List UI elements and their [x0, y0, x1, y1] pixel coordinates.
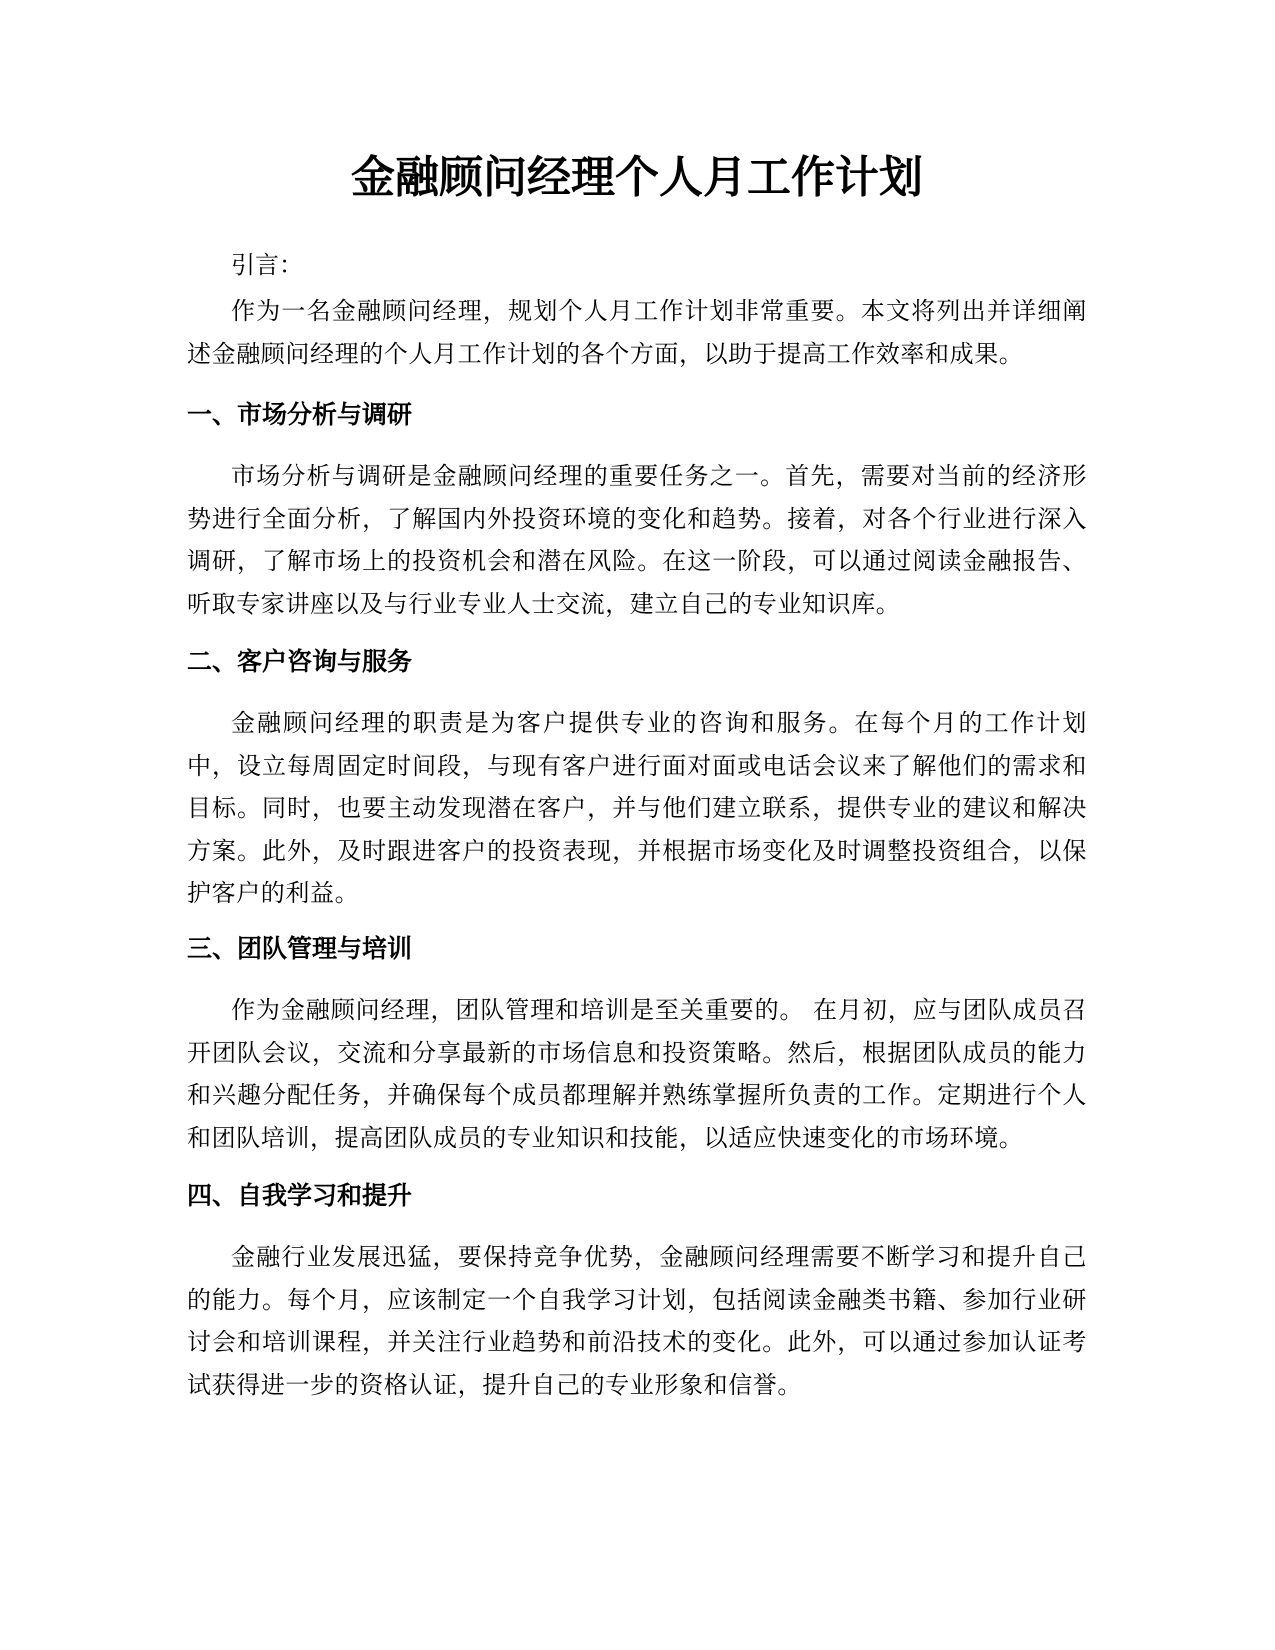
section-body-team-management: 作为金融顾问经理，团队管理和培训是至关重要的。 在月初，应与团队成员召开团队会议，交流和分享最新的市场信息和投资策略。然后，根据团队成员的能力和兴趣分配任务，并确保每个成员都理解并熟练掌握所负责的工作。定期进行个人和团队培训，提高团队成员的专业知识和技能，以适应快速变化的市场环境。: [187, 996, 1087, 1152]
section-heading-market-analysis: 一、市场分析与调研: [187, 400, 413, 429]
section-body-market-analysis: 市场分析与调研是金融顾问经理的重要任务之一。首先，需要对当前的经济形势进行全面分析，了解国内外投资环境的变化和趋势。接着，对各个行业进行深入调研，了解市场上的投资机会和潜在风险。在这一阶段，可以通过阅读金融报告、听取专家讲座以及与行业专业人士交流，建立自己的专业知识库。: [187, 462, 1087, 618]
intro-paragraph: 作为一名金融顾问经理，规划个人月工作计划非常重要。本文将列出并详细阐述金融顾问经理的个人月工作计划的各个方面，以助于提高工作效率和成果。: [187, 297, 1087, 368]
section-heading-team-management: 三、团队管理与培训: [187, 934, 413, 963]
section-heading-self-learning: 四、自我学习和提升: [187, 1181, 413, 1210]
document-title: 金融顾问经理个人月工作计划: [351, 152, 923, 203]
section-heading-client-service: 二、客户咨询与服务: [187, 647, 413, 676]
section-body-self-learning: 金融行业发展迅猛，要保持竞争优势，金融顾问经理需要不断学习和提升自己的能力。每个月，应该制定一个自我学习计划，包括阅读金融类书籍、参加行业研讨会和培训课程，并关注行业趋势和前沿技术的变化。此外，可以通过参加认证考试获得进一步的资格认证，提升自己的专业形象和信誉。: [187, 1243, 1087, 1399]
document-page: [187, 0, 1087, 1650]
section-body-client-service: 金融顾问经理的职责是为客户提供专业的咨询和服务。在每个月的工作计划中，设立每周固定时间段，与现有客户进行面对面或电话会议来了解他们的需求和目标。同时，也要主动发现潜在客户，并与他们建立联系，提供专业的建议和解决方案。此外，及时跟进客户的投资表现，并根据市场变化及时调整投资组合，以保护客户的利益。: [187, 709, 1087, 907]
intro-label: 引言：: [231, 251, 303, 279]
